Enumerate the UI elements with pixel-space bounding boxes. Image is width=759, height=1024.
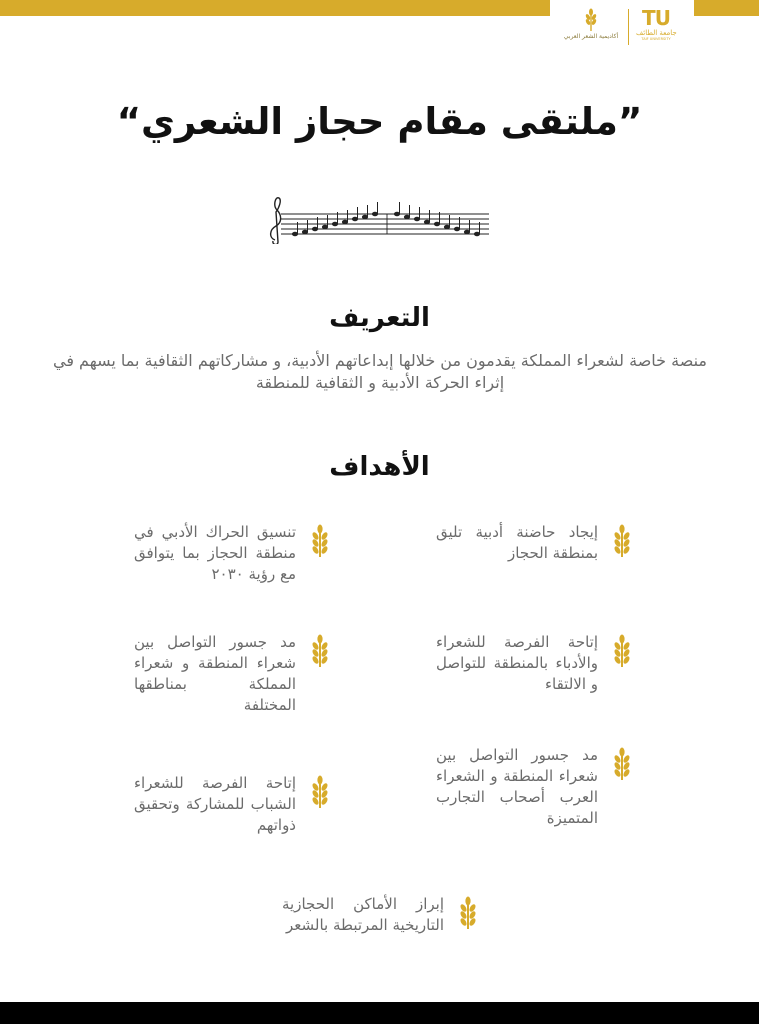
- wheat-logo-icon: [582, 8, 600, 32]
- logo-divider: [628, 9, 629, 45]
- top-accent-bar: [0, 0, 550, 16]
- wheat-icon: [308, 524, 332, 558]
- header-logos: [560, 5, 680, 51]
- goal-text: إيجاد حاضنة أدبية تليق بمنطقة الحجاز: [436, 523, 598, 562]
- definition-text: منصة خاصة لشعراء المملكة يقدمون من خلالها إبداعاتهم الأدبية، و مشاركاتهم الثقافية بما يسهم في إثراء الحركة الأدبية و الثقافية للمنطقة: [52, 351, 707, 392]
- goal-item: [424, 522, 634, 564]
- goal-text: تنسيق الحراك الأدبي في منطقة الحجاز بما يتوافق مع رؤية ٢٠٣٠: [134, 523, 296, 583]
- goal-item: [122, 632, 332, 716]
- goal-text: إبراز الأماكن الحجازية التاريخية المرتبطة بالشعر: [282, 895, 444, 934]
- wheat-icon: [308, 775, 332, 809]
- goal-text: إتاحة الفرصة للشعراء والأدباء بالمنطقة للتواصل و الالتقاء: [436, 633, 598, 693]
- goal-item: [122, 773, 332, 836]
- goal-item: [270, 894, 480, 936]
- wheat-icon: [610, 524, 634, 558]
- top-accent-bar-right: [694, 0, 759, 16]
- definition-heading: التعريف: [329, 303, 430, 333]
- wheat-icon: [610, 634, 634, 668]
- university-name-en: TAIF UNIVERSITY: [641, 37, 671, 41]
- goal-text: مد جسور التواصل بين شعراء المنطقة و الشعراء العرب أصحاب التجارب المتميزة: [436, 746, 598, 827]
- footer-bar: [0, 1002, 759, 1024]
- goal-item: [122, 522, 332, 585]
- goal-text: مد جسور التواصل بين شعراء المنطقة و شعراء المملكة بمناطقها المختلفة: [134, 633, 296, 714]
- goal-text: إتاحة الفرصة للشعراء الشباب للمشاركة وتحقيق ذواتهم: [134, 774, 296, 834]
- wheat-icon: [610, 747, 634, 781]
- university-name-ar: جامعة الطائف: [636, 29, 677, 37]
- university-logo: [636, 7, 676, 49]
- goals-heading: الأهداف: [329, 452, 430, 482]
- university-mark: TU: [642, 6, 670, 30]
- goal-item: [424, 745, 634, 829]
- page-title: ”ملتقى مقام حجاز الشعري“: [116, 100, 643, 143]
- academy-name: أكاديمية الشعر العربي: [563, 33, 619, 40]
- wheat-icon: [308, 634, 332, 668]
- wheat-icon: [456, 896, 480, 930]
- music-staff-icon: [267, 192, 495, 244]
- goal-item: [424, 632, 634, 695]
- academy-logo: [560, 8, 622, 50]
